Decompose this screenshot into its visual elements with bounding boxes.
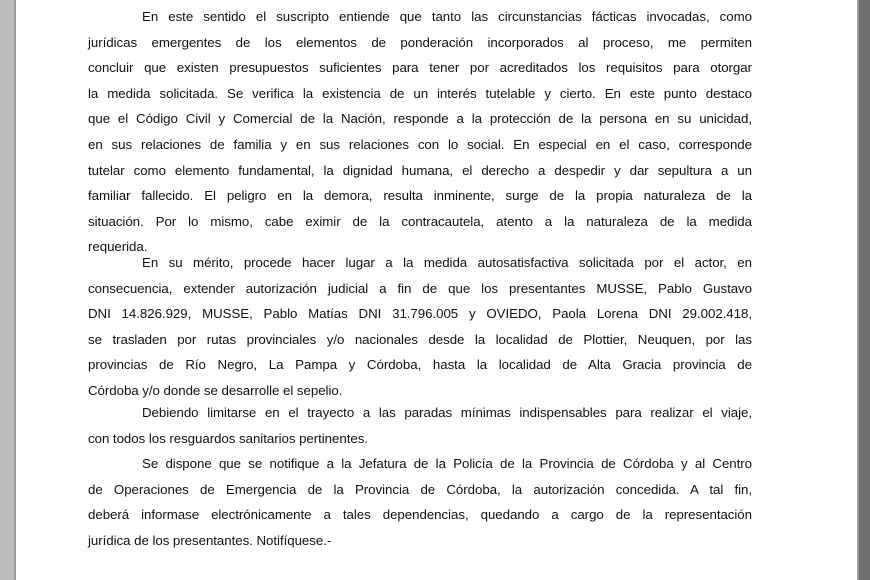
text-line: En su mérito, procede hacer lugar a la medida autosatisfactiva solicitada por el actor, en	[142, 255, 752, 270]
text-line: consecuencia, extender autorización judicial a fin de que los presentantes MUSSE, Pablo Gustavo	[88, 280, 752, 296]
text-line: situación. Por lo mismo, cabe eximir de la contracautela, atento a la naturaleza de la medida	[88, 213, 752, 229]
text-line: En este sentido el suscripto entiende que tanto las circunstancias fácticas invocadas, como	[142, 9, 752, 24]
paragraph	[88, 400, 752, 451]
viewer-left-border	[0, 0, 14, 580]
text-line: con todos los resguardos sanitarios pertinentes.	[88, 430, 368, 446]
text-line: jurídicas emergentes de los elementos de ponderación incorporados al proceso, me permiten	[88, 34, 752, 50]
text-line: DNI 14.826.929, MUSSE, Pablo Matías DNI 31.796.005 y OVIEDO, Paola Lorena DNI 29.002.418,	[88, 306, 752, 322]
text-line: que el Código Civil y Comercial de la Nación, responde a la protección de la persona en su unicidad,	[88, 111, 752, 127]
text-line: la medida solicitada. Se verifica la existencia de un interés tutelable y cierto. En este punto destaco	[88, 85, 752, 101]
text-line: provincias de Río Negro, La Pampa y Córdoba, hasta la localidad de Alta Gracia provincia de	[88, 357, 752, 373]
text-line: jurídica de los presentantes. Notifíquese.-	[88, 532, 332, 548]
text-line: Debiendo limitarse en el trayecto a las paradas mínimas indispensables para realizar el viaje,	[142, 405, 752, 420]
text-line: tutelar como elemento fundamental, la dignidad humana, el derecho a despedir y dar sepultura a un	[88, 162, 752, 178]
text-line: deberá informase electrónicamente a tales dependencias, quedando a cargo de la representación	[88, 507, 752, 523]
text-line: Se dispone que se notifique a la Jefatura de la Policía de la Provincia de Córdoba y al Centro	[142, 456, 752, 471]
text-line: Córdoba y/o donde se desarrolle el sepelio.	[88, 382, 343, 398]
text-line: concluir que existen presupuestos suficientes para tener por acreditados los requisitos para otorgar	[88, 60, 752, 76]
paragraph	[88, 4, 752, 260]
viewer-right-border	[859, 0, 870, 580]
text-line: en sus relaciones de familia y en sus relaciones con lo social. En especial en el caso, corresponde	[88, 136, 752, 152]
text-line: de Operaciones de Emergencia de la Provincia de Córdoba, la autorización concedida. A tal fin,	[88, 481, 752, 497]
paragraph	[88, 451, 752, 553]
text-line: familiar fallecido. El peligro en la demora, resulta inminente, surge de la propia naturaleza de la	[88, 188, 752, 204]
paragraph	[88, 250, 752, 404]
document-page	[16, 0, 857, 580]
text-line: se trasladen por rutas provinciales y/o nacionales desde la localidad de Plottier, Neuquen, por las	[88, 331, 752, 347]
text-line: requerida.	[88, 239, 148, 255]
